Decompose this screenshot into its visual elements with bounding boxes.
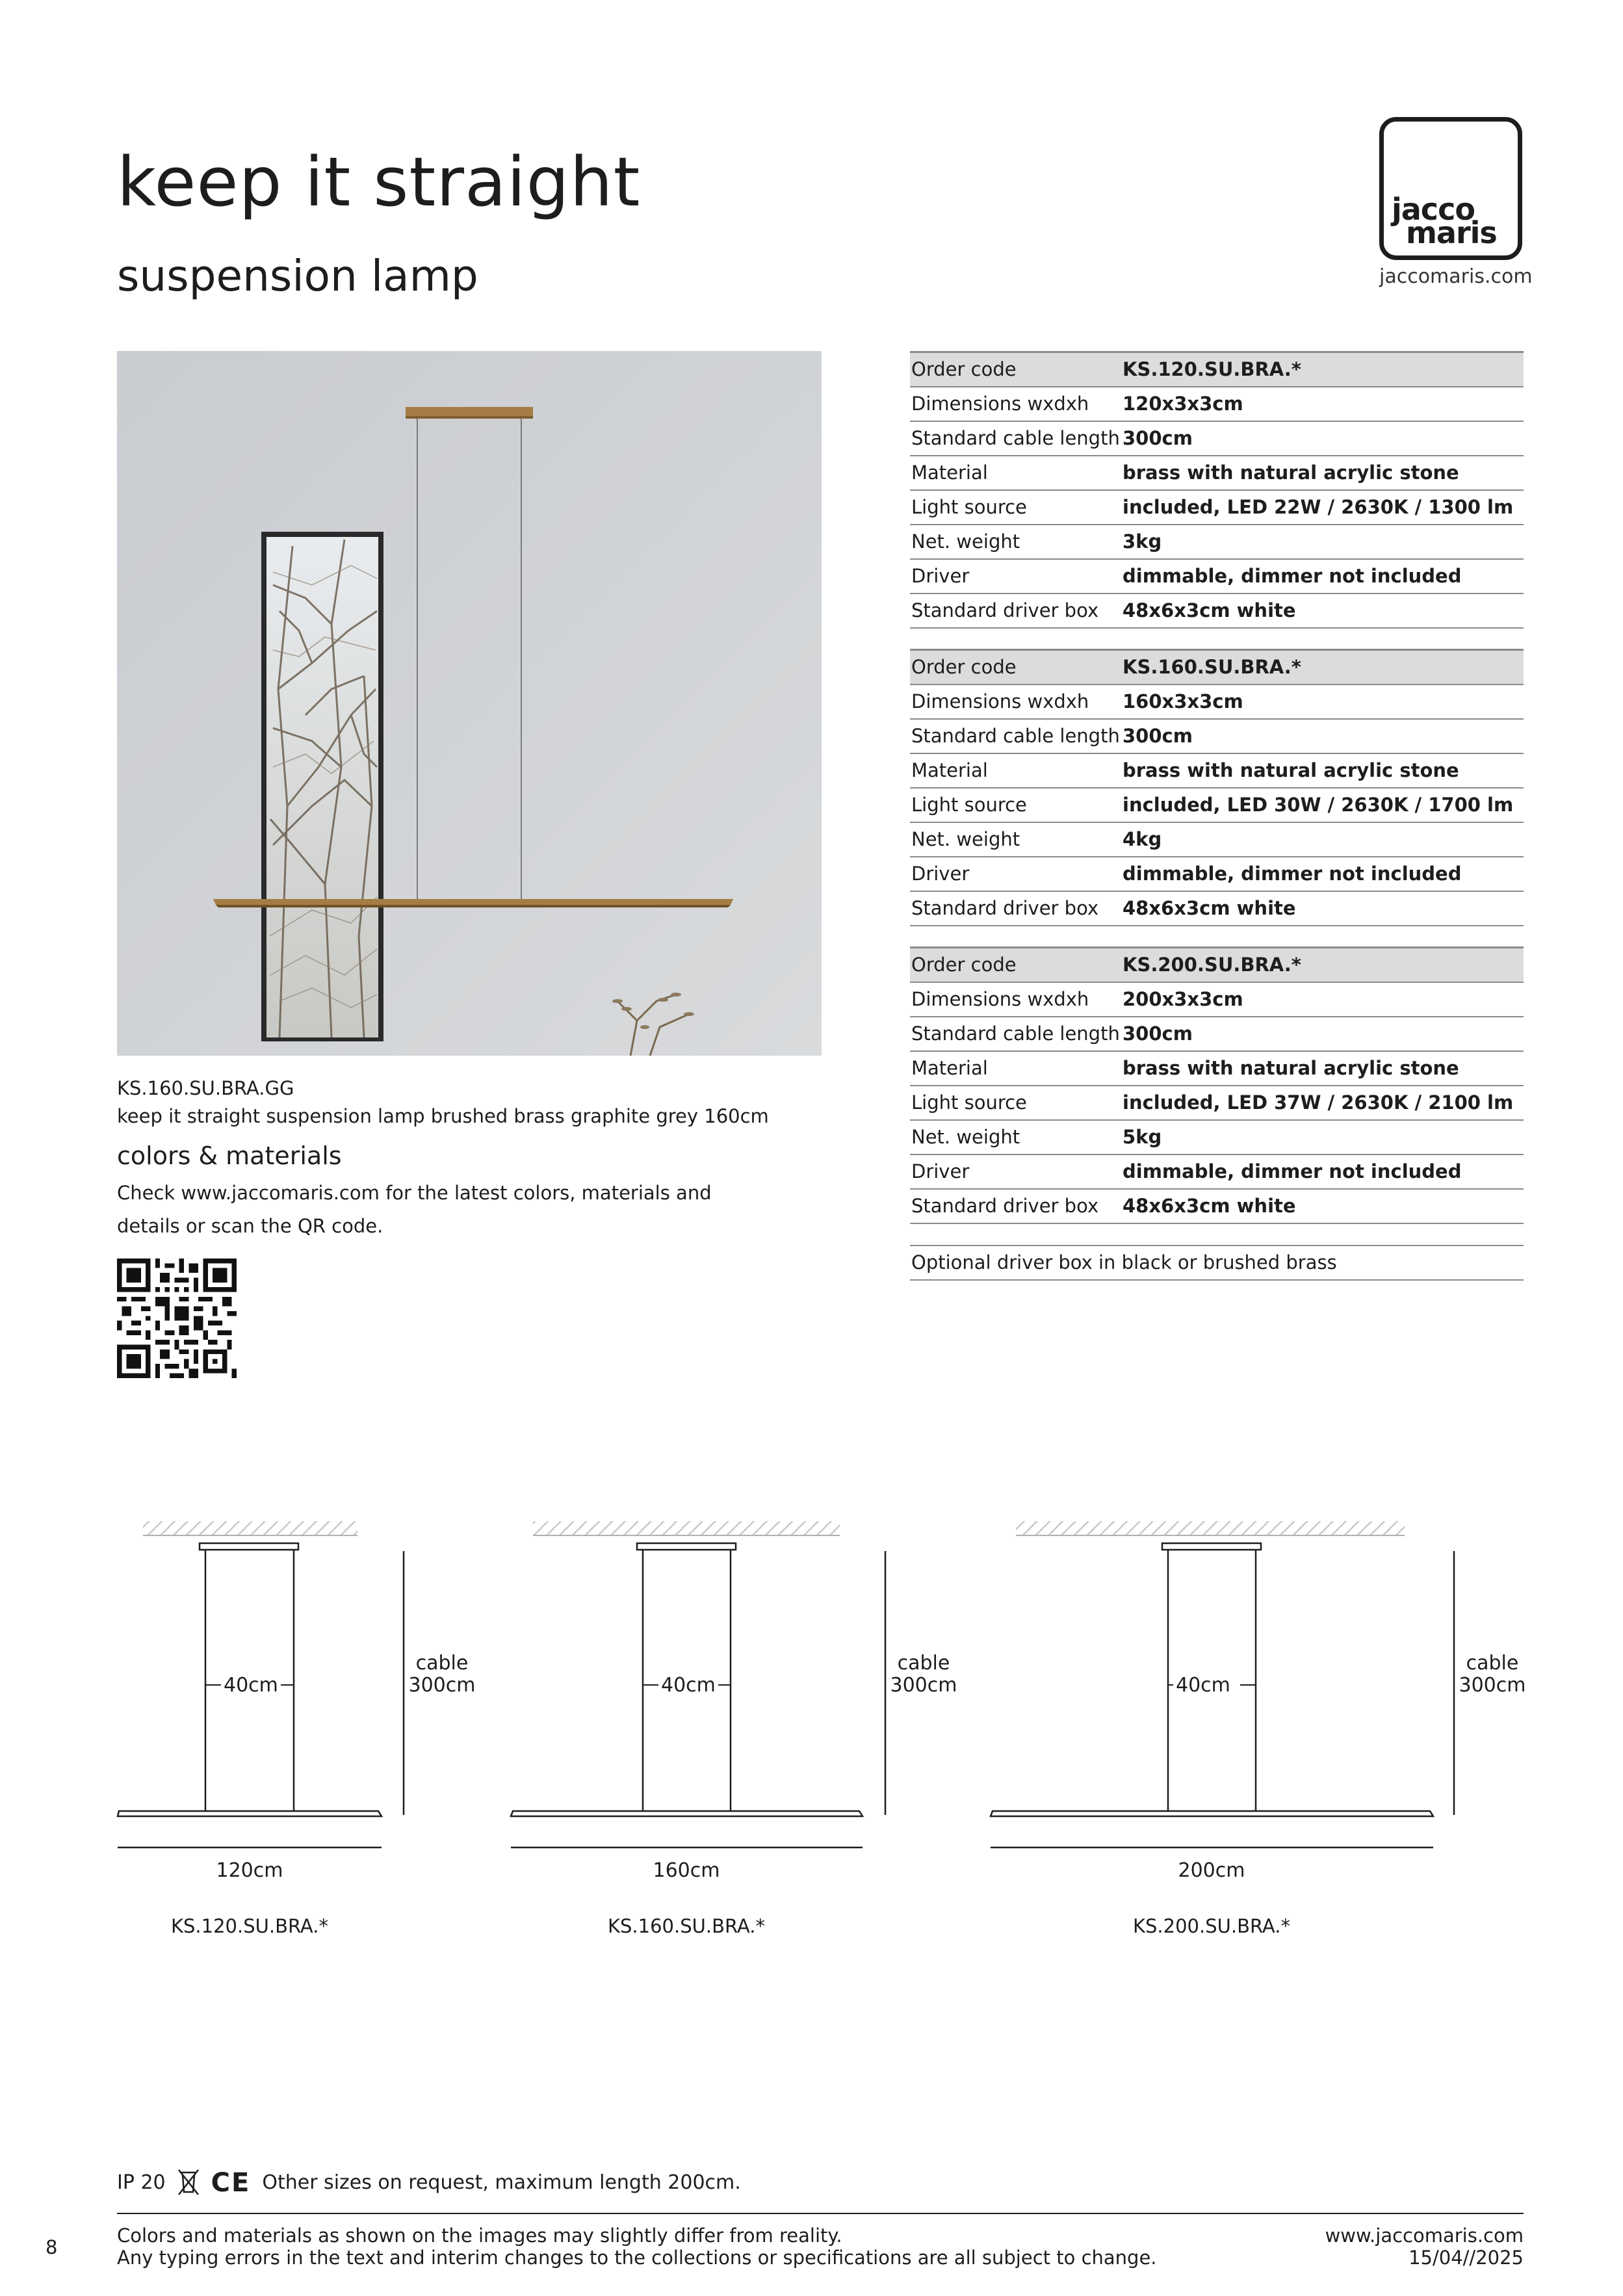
- dimension-drawings-lines: [0, 1515, 1623, 1879]
- cable-label-160-line2: 300cm: [890, 1674, 957, 1697]
- spec-row: [910, 594, 1524, 629]
- width-label-120: 120cm: [216, 1859, 283, 1882]
- page-number: 8: [45, 2236, 58, 2258]
- width-label-200: 200cm: [1178, 1859, 1245, 1882]
- spec-label: Net. weight: [911, 530, 1020, 553]
- spec-value: brass with natural acrylic stone: [1123, 1057, 1459, 1079]
- spec-value: 300cm: [1123, 427, 1193, 449]
- spec-row: [910, 754, 1524, 789]
- spec-row: [910, 823, 1524, 857]
- spec-label: Order code: [911, 954, 1017, 976]
- optional-driver-note-text: Optional driver box in black or brushed brass: [911, 1251, 1337, 1273]
- spec-row: [910, 1052, 1524, 1086]
- cable-label-200: [1453, 1652, 1531, 1697]
- spec-label: Light source: [911, 496, 1027, 518]
- spec-row: [910, 983, 1524, 1017]
- spacing-label-160: 40cm: [658, 1676, 718, 1695]
- spacing-label-200: 40cm: [1173, 1676, 1233, 1695]
- spec-row: [910, 1190, 1524, 1224]
- footer-certifications: [117, 2169, 741, 2197]
- cable-label-160-line1: cable: [897, 1652, 950, 1675]
- page-subtitle: suspension lamp: [117, 251, 478, 301]
- spec-label: Net. weight: [911, 828, 1020, 850]
- cable-label-120-line1: cable: [415, 1652, 469, 1675]
- spec-value: KS.160.SU.BRA.*: [1123, 656, 1301, 678]
- spec-value: 300cm: [1123, 725, 1193, 747]
- footer-divider: [117, 2213, 1524, 2214]
- spec-row: [910, 892, 1524, 926]
- spec-label: Dimensions wxdxh: [911, 393, 1089, 415]
- photo-caption-description: keep it straight suspension lamp brushed brass graphite grey 160cm: [117, 1105, 769, 1127]
- brand-logo[interactable]: [1379, 117, 1522, 260]
- spec-label: Light source: [911, 794, 1027, 816]
- footer-right: [1235, 2224, 1524, 2269]
- spec-label: Order code: [911, 656, 1017, 678]
- disclaimer-line-1: Colors and materials as shown on the images may slightly differ from reality.: [117, 2224, 842, 2247]
- spec-value: 3kg: [1123, 530, 1162, 553]
- spec-value: 200x3x3cm: [1123, 988, 1243, 1010]
- spec-label: Driver: [911, 565, 970, 587]
- ip-rating: IP 20: [117, 2171, 166, 2194]
- model-label-160: KS.160.SU.BRA.*: [608, 1915, 765, 1937]
- optional-driver-note: [910, 1245, 1524, 1281]
- spec-value: 48x6x3cm white: [1123, 599, 1296, 621]
- spec-value: dimmable, dimmer not included: [1123, 565, 1462, 587]
- cable-label-200-line1: cable: [1466, 1652, 1519, 1675]
- spec-value: KS.120.SU.BRA.*: [1123, 358, 1301, 380]
- spec-row: [910, 422, 1524, 456]
- spec-row: [910, 720, 1524, 754]
- product-photo: [117, 351, 822, 1056]
- spec-value: 4kg: [1123, 828, 1162, 850]
- footer-website[interactable]: www.jaccomaris.com: [1325, 2224, 1524, 2247]
- footer-note: Other sizes on request, maximum length 200cm.: [262, 2171, 741, 2194]
- spec-label: Material: [911, 1057, 988, 1079]
- spec-label: Light source: [911, 1091, 1027, 1114]
- model-label-120: KS.120.SU.BRA.*: [171, 1915, 328, 1937]
- spec-value: brass with natural acrylic stone: [1123, 462, 1459, 484]
- cable-label-120: [403, 1652, 481, 1697]
- disclaimer-line-2: Any typing errors in the text and interim changes to the collections or specifications are all subject to change.: [117, 2247, 1157, 2269]
- spec-row: [910, 1086, 1524, 1121]
- spec-value: 48x6x3cm white: [1123, 897, 1296, 919]
- weee-bin-icon: [177, 2169, 200, 2197]
- spec-label: Standard cable length: [911, 725, 1120, 747]
- spec-row: [910, 387, 1524, 422]
- spec-row: [910, 456, 1524, 491]
- colors-materials-title: colors & materials: [117, 1141, 342, 1170]
- spec-row: [910, 560, 1524, 594]
- spec-value: brass with natural acrylic stone: [1123, 759, 1459, 781]
- spec-row: [910, 789, 1524, 823]
- cable-label-200-line2: 300cm: [1459, 1674, 1526, 1697]
- spec-table-120: [910, 351, 1524, 629]
- colors-materials-text: [117, 1177, 715, 1243]
- spec-label: Standard driver box: [911, 897, 1099, 919]
- spec-label: Driver: [911, 863, 970, 885]
- logo-url[interactable]: jaccomaris.com: [1379, 265, 1533, 288]
- spec-value: dimmable, dimmer not included: [1123, 1160, 1462, 1182]
- logo-line-2: maris: [1406, 215, 1497, 250]
- colors-materials-line-2: details or scan the QR code.: [117, 1215, 383, 1237]
- spec-value: 160x3x3cm: [1123, 690, 1243, 712]
- spec-label: Dimensions wxdxh: [911, 690, 1089, 712]
- spec-row-order-code: [910, 946, 1524, 983]
- spec-label: Standard cable length: [911, 427, 1120, 449]
- spec-value: 300cm: [1123, 1023, 1193, 1045]
- spec-value: KS.200.SU.BRA.*: [1123, 954, 1301, 976]
- spec-label: Driver: [911, 1160, 970, 1182]
- spec-row: [910, 1121, 1524, 1155]
- qr-code[interactable]: [117, 1259, 237, 1378]
- model-label-200: KS.200.SU.BRA.*: [1133, 1915, 1290, 1937]
- spec-row: [910, 525, 1524, 560]
- ce-mark: CE: [211, 2168, 251, 2198]
- spec-label: Standard driver box: [911, 599, 1099, 621]
- spec-row-order-code: [910, 649, 1524, 685]
- spec-label: Order code: [911, 358, 1017, 380]
- spec-label: Net. weight: [911, 1126, 1020, 1148]
- cable-label-120-line2: 300cm: [408, 1674, 476, 1697]
- colors-materials-line-1: Check www.jaccomaris.com for the latest colors, materials and: [117, 1182, 712, 1204]
- spec-row: [910, 685, 1524, 720]
- spec-row: [910, 491, 1524, 525]
- spec-table-200: [910, 946, 1524, 1224]
- footer-date: 15/04//2025: [1409, 2247, 1524, 2269]
- spec-label: Dimensions wxdxh: [911, 988, 1089, 1010]
- spec-value: 5kg: [1123, 1126, 1162, 1148]
- spec-value: included, LED 37W / 2630K / 2100 lm: [1123, 1091, 1514, 1114]
- spec-value: dimmable, dimmer not included: [1123, 863, 1462, 885]
- dimension-drawings: [0, 1515, 1623, 1957]
- photo-caption-code: KS.160.SU.BRA.GG: [117, 1077, 294, 1099]
- spec-label: Standard cable length: [911, 1023, 1120, 1045]
- spec-row-order-code: [910, 351, 1524, 387]
- spec-value: included, LED 30W / 2630K / 1700 lm: [1123, 794, 1514, 816]
- spec-row: [910, 1017, 1524, 1052]
- spec-value: included, LED 22W / 2630K / 1300 lm: [1123, 496, 1514, 518]
- spec-row: [910, 1155, 1524, 1190]
- cable-label-160: [885, 1652, 963, 1697]
- footer-disclaimer: [117, 2224, 1157, 2269]
- spec-label: Standard driver box: [911, 1195, 1099, 1217]
- spec-value: 120x3x3cm: [1123, 393, 1243, 415]
- spec-value: 48x6x3cm white: [1123, 1195, 1296, 1217]
- page-title: keep it straight: [117, 142, 641, 222]
- width-label-160: 160cm: [653, 1859, 720, 1882]
- spacing-label-120: 40cm: [221, 1676, 281, 1695]
- spec-label: Material: [911, 759, 988, 781]
- spec-label: Material: [911, 462, 988, 484]
- logo-line-1: jacco: [1392, 192, 1475, 227]
- spec-table-160: [910, 649, 1524, 926]
- spec-row: [910, 857, 1524, 892]
